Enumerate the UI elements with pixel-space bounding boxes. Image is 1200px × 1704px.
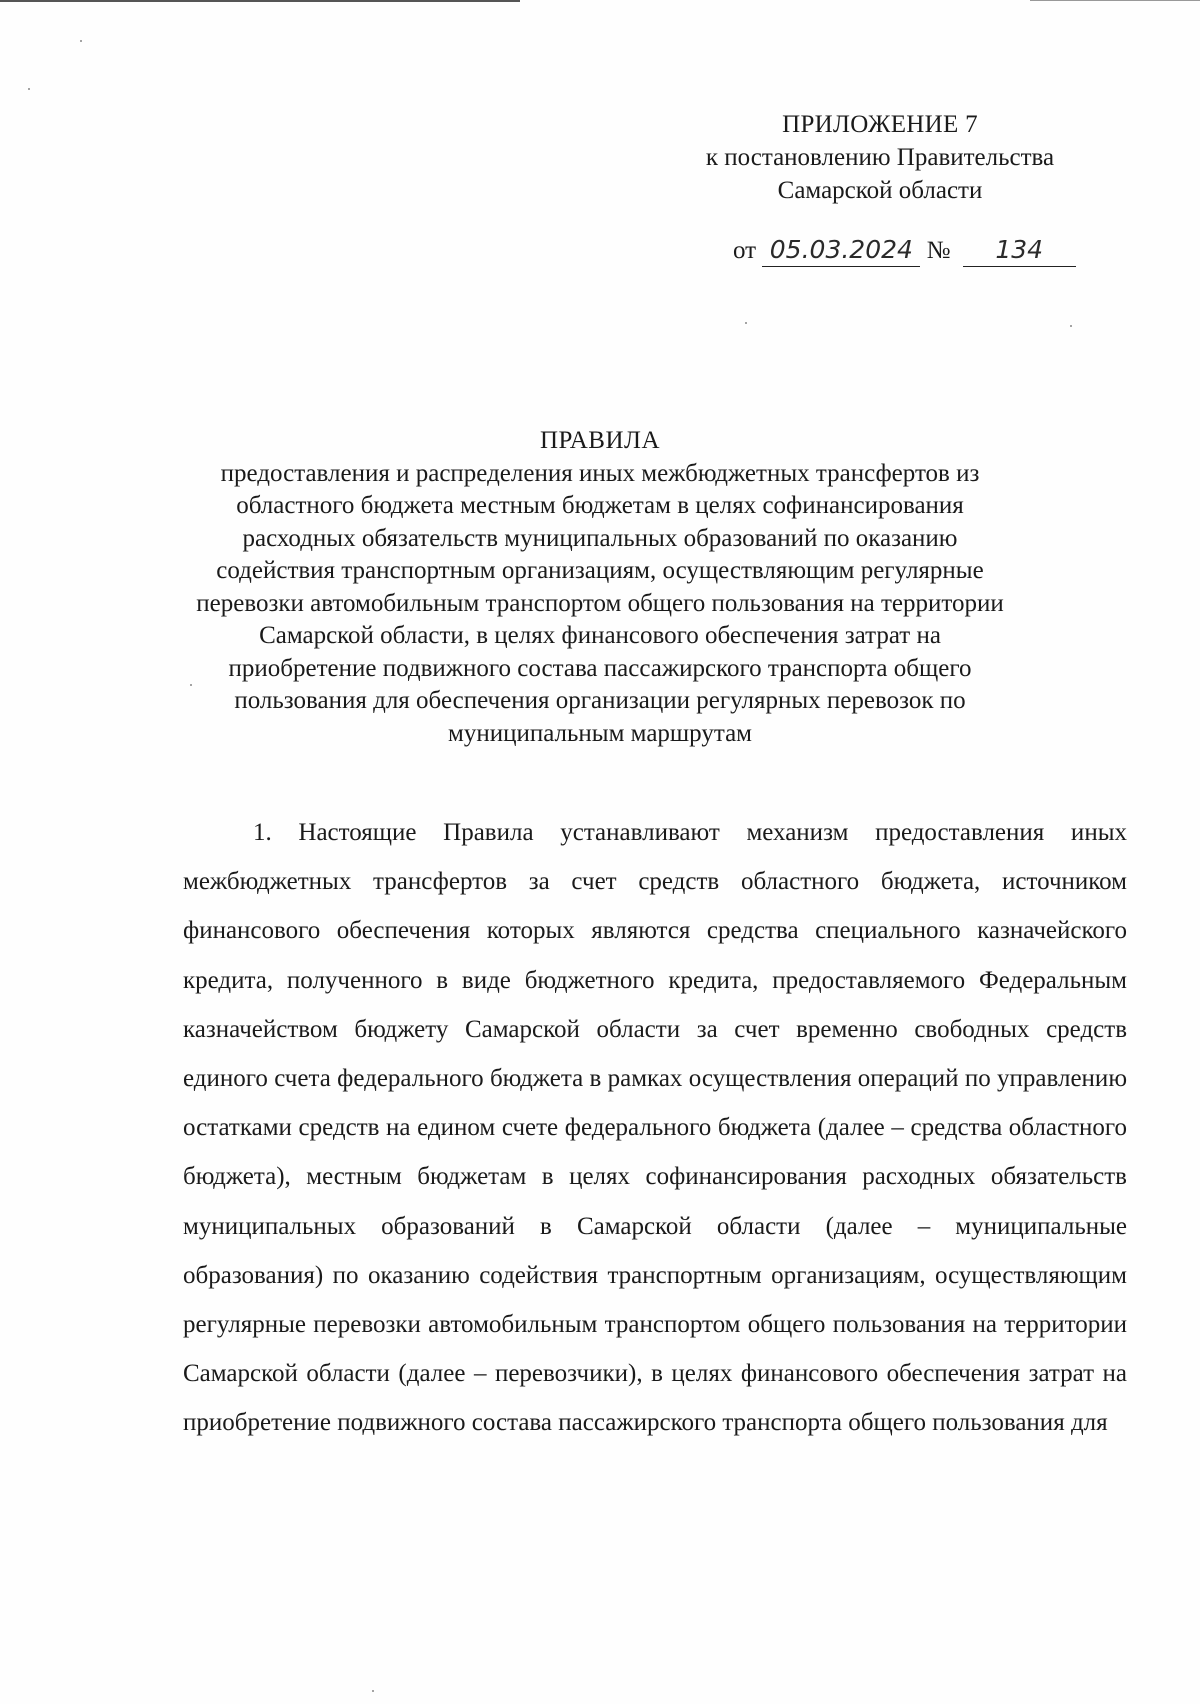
appendix-region-line: Самарской области	[777, 177, 983, 204]
rules-subtitle-line: перевозки автомобильным транспортом общего пользования на территории	[196, 589, 1004, 617]
rules-subtitle-line: областного бюджета местным бюджетам в целях софинансирования	[236, 492, 964, 519]
scan-edge-line	[0, 0, 520, 2]
appendix-title: ПРИЛОЖЕНИЕ 7	[782, 111, 978, 138]
appendix-header	[640, 108, 1120, 207]
appendix-resolution-line: к постановлению Правительства	[705, 144, 1055, 171]
scan-edge-line-right	[1030, 0, 1200, 1]
scan-speck	[28, 88, 30, 90]
body-paragraph-1: 1. Настоящие Правила устанавливают механизм предоставления иных межбюджетных трансфертов за счет средств областного бюджета, источником финансового обеспечения которых являются средства специального казначейского кредита, полученного в виде бюджетного кредита, предоставляемого Федеральным казначейством бюджету Самарской области за счет временно свободных средств единого счета федерального бюджета в рамках осуществления операций по управлению остатками средств на едином счете федерального бюджета (далее – средства областного бюджета), местным бюджетам в целях софинансирования расходных обязательств муниципальных образований в Самарской области (далее – муниципальные образования) по оказанию содействия транспортным организациям, осуществляющим регулярные перевозки автомобильным транспортом общего пользования на территории Самарской области (далее – перевозчики), в целях финансового обеспечения затрат на приобретение подвижного состава пассажирского транспорта общего пользования для	[183, 819, 1127, 1437]
rules-subtitle-line: пользования для обеспечения организации регулярных перевозок по	[234, 687, 966, 714]
scan-speck	[190, 684, 192, 686]
scan-speck	[372, 1690, 374, 1692]
rules-subtitle-line: содействия транспортным организациям, осуществляющим регулярные	[216, 557, 984, 584]
rules-title: ПРАВИЛА	[539, 427, 661, 454]
number-prefix: №	[926, 237, 951, 264]
scan-speck	[80, 40, 82, 42]
rules-subtitle-line: расходных обязательств муниципальных образований по оказанию	[242, 524, 958, 552]
date-prefix: от	[733, 237, 757, 264]
rules-subtitle-line: предоставления и распределения иных межбюджетных трансфертов из	[220, 459, 980, 487]
rules-subtitle-line: приобретение подвижного состава пассажирского транспорта общего	[228, 654, 972, 682]
handwritten-number: 134	[963, 233, 1076, 267]
rules-title-block	[150, 425, 1050, 750]
scan-speck	[745, 322, 747, 324]
scan-speck	[1070, 325, 1072, 327]
resolution-date-number	[733, 233, 1076, 267]
rules-subtitle-line: Самарской области, в целях финансового обеспечения затрат на	[259, 622, 941, 649]
rules-subtitle-line: муниципальным маршрутам	[448, 719, 752, 747]
handwritten-date: 05.03.2024	[762, 233, 920, 267]
